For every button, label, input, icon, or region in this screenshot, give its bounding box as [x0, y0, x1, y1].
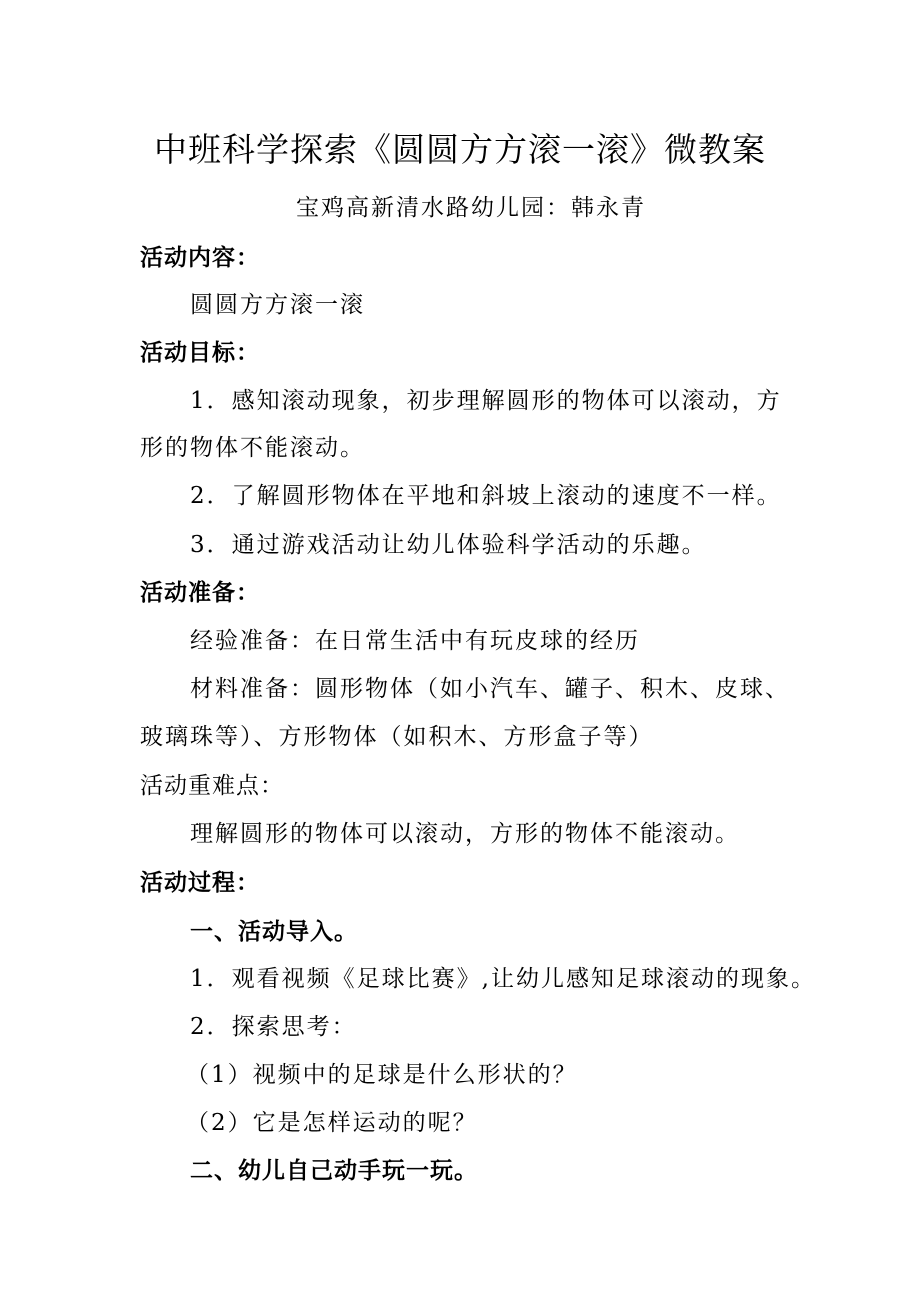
step-1-item-1: 1．观看视频《足球比赛》,让幼儿感知足球滚动的现象。 — [190, 966, 816, 992]
step-1-heading: 一、活动导入。 — [190, 919, 358, 945]
step-2-heading: 二、幼儿自己动手玩一玩。 — [190, 1158, 478, 1184]
goal-3: 3．通过游戏活动让幼儿体验科学活动的乐趣。 — [190, 532, 707, 558]
prep-experience: 经验准备：在日常生活中有玩皮球的经历 — [190, 628, 640, 654]
document-author: 宝鸡高新清水路幼儿园：韩永青 — [296, 195, 646, 221]
process-heading: 活动过程： — [140, 870, 260, 896]
goal-1-line-2: 形的物体不能滚动。 — [140, 435, 365, 461]
goal-2: 2．了解圆形物体在平地和斜坡上滚动的速度不一样。 — [190, 483, 782, 509]
document-title: 中班科学探索《圆圆方方滚一滚》微教案 — [154, 130, 766, 169]
goal-1-line-1: 1．感知滚动现象，初步理解圆形的物体可以滚动，方 — [190, 388, 782, 414]
prep-material-line-1: 材料准备：圆形物体（如小汽车、罐子、积木、皮球、 — [190, 676, 790, 702]
content-text: 圆圆方方滚一滚 — [190, 292, 365, 318]
key-heading: 活动重难点： — [140, 773, 284, 799]
goals-heading: 活动目标： — [140, 340, 260, 366]
step-1-question-1: （1）视频中的足球是什么形状的？ — [186, 1062, 578, 1088]
content-heading: 活动内容： — [140, 245, 260, 271]
step-1-item-2: 2．探索思考： — [190, 1014, 357, 1040]
prep-heading: 活动准备： — [140, 580, 260, 606]
prep-material-line-2: 玻璃珠等）、方形物体（如积木、方形盒子等） — [140, 724, 654, 750]
step-1-question-2: （2）它是怎样运动的呢？ — [186, 1110, 478, 1136]
key-text: 理解圆形的物体可以滚动，方形的物体不能滚动。 — [190, 821, 740, 847]
